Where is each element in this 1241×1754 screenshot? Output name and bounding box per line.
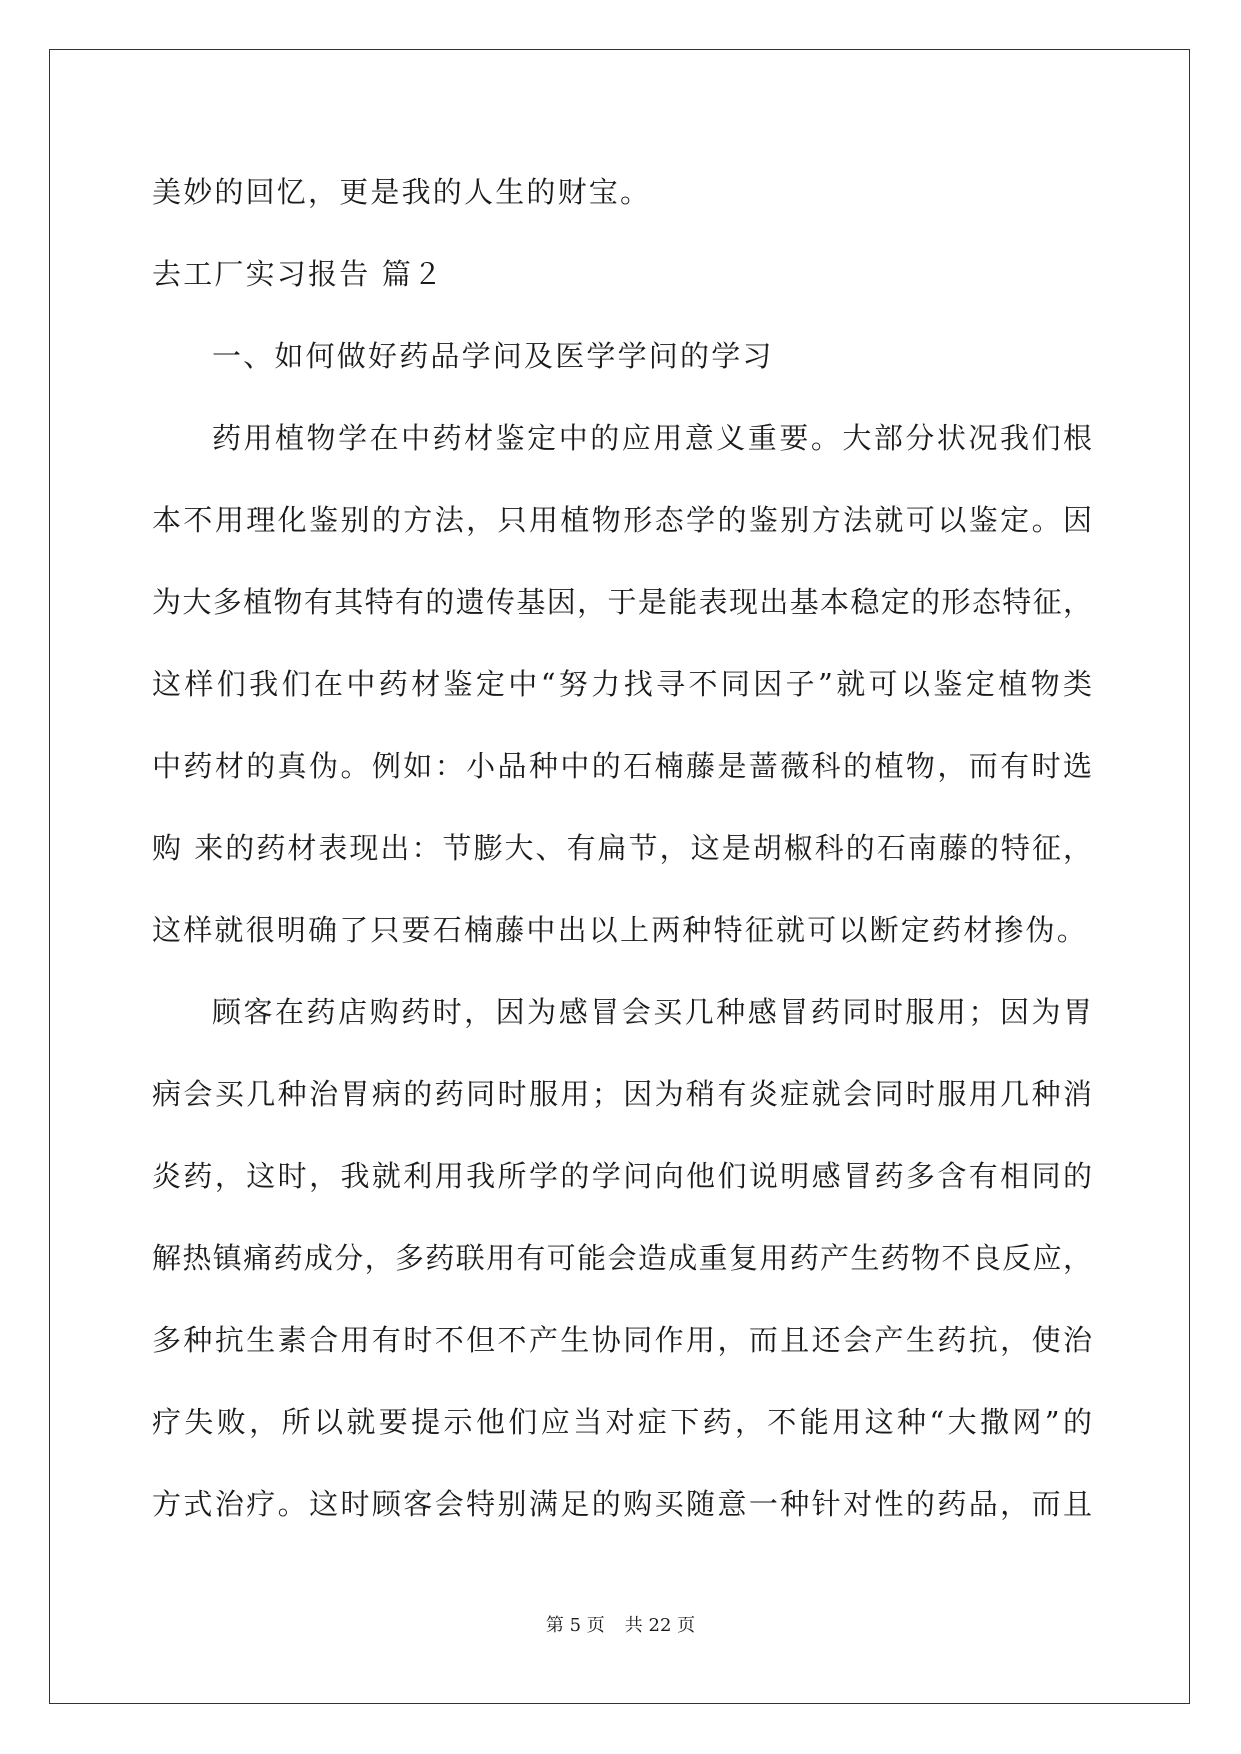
page-frame bbox=[49, 49, 1190, 1704]
text-line: 这样们我们在中药材鉴定中“努力找寻不同因子”就可以鉴定植物类 bbox=[152, 667, 1092, 701]
text-line: 购 来的药材表现出：节膨大、有扁节，这是胡椒科的石南藤的特征， bbox=[152, 831, 1092, 865]
text-line: 本不用理化鉴别的方法，只用植物形态学的鉴别方法就可以鉴定。因 bbox=[152, 503, 1092, 537]
page-number: 第 5 页 bbox=[545, 1615, 605, 1636]
text-line: 多种抗生素合用有时不但不产生协同作用，而且还会产生药抗，使治 bbox=[152, 1323, 1092, 1357]
text-line: 美妙的回忆，更是我的人生的财宝。 bbox=[152, 175, 652, 209]
text-line: 方式治疗。这时顾客会特别满足的购买随意一种针对性的药品，而且 bbox=[152, 1487, 1092, 1521]
text-line: 病会买几种治胃病的药同时服用；因为稍有炎症就会同时服用几种消 bbox=[152, 1077, 1092, 1111]
text-line: 解热镇痛药成分，多药联用有可能会造成重复用药产生药物不良反应， bbox=[152, 1241, 1092, 1275]
text-line: 药用植物学在中药材鉴定中的应用意义重要。大部分状况我们根 bbox=[212, 421, 1092, 455]
text-line: 炎药，这时，我就利用我所学的学问向他们说明感冒药多含有相同的 bbox=[152, 1159, 1092, 1193]
page-footer bbox=[0, 1614, 1241, 1638]
text-line: 中药材的真伪。例如：小品种中的石楠藤是蔷薇科的植物，而有时选 bbox=[152, 749, 1092, 783]
section-heading: 去工厂实习报告 篇２ bbox=[152, 257, 445, 291]
text-line: 顾客在药店购药时，因为感冒会买几种感冒药同时服用；因为胃 bbox=[212, 995, 1092, 1029]
page-total: 共 22 页 bbox=[624, 1615, 696, 1636]
text-line: 这样就很明确了只要石楠藤中出以上两种特征就可以断定药材掺伪。 bbox=[152, 913, 1089, 947]
subsection-heading: 一、如何做好药品学问及医学学问的学习 bbox=[212, 339, 774, 373]
text-line: 疗失败，所以就要提示他们应当对症下药，不能用这种“大撒网”的 bbox=[152, 1405, 1092, 1439]
text-line: 为大多植物有其特有的遗传基因，于是能表现出基本稳定的形态特征， bbox=[152, 585, 1092, 619]
